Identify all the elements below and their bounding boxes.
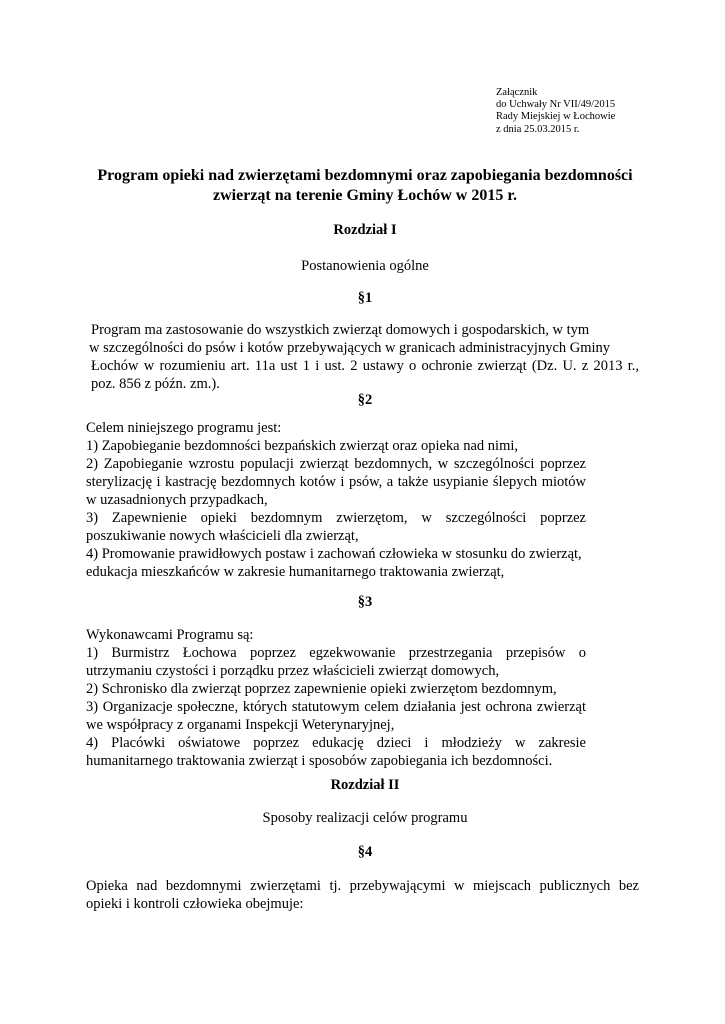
section-4-mark: §4 — [357, 844, 373, 860]
chapter-2-subtitle: Sposoby realizacji celów programu — [262, 810, 468, 826]
text-line: 1) Zapobieganie bezdomności bezpańskich zwierząt oraz opieka nad nimi, — [86, 438, 519, 454]
document-title — [60, 166, 670, 206]
text-line: we współpracy z organami Inspekcji Weterynaryjnej, — [86, 717, 395, 733]
text-line: poszukiwanie nowych właścicieli dla zwierząt, — [86, 528, 359, 544]
section-3-text — [86, 626, 586, 770]
section-2-mark: §2 — [357, 392, 373, 408]
text-line: Łochów w rozumieniu art. 11a ust 1 i ust. 2 ustawy o ochronie zwierząt (Dz. U. z 2013 r., — [91, 358, 639, 374]
text-line: Celem niniejszego programu jest: — [86, 420, 282, 436]
text-line: humanitarnego traktowania zwierząt i sposobów zapobiegania ich bezdomności. — [86, 753, 553, 769]
text-line: 1) Burmistrz Łochowa poprzez egzekwowanie przestrzegania przepisów o — [86, 645, 586, 661]
text-line: 3) Zapewnienie opieki bezdomnym zwierzętom, w szczególności poprzez — [86, 510, 586, 526]
annex-note — [496, 87, 615, 136]
title-line: Program opieki nad zwierzętami bezdomnymi oraz zapobiegania bezdomności — [97, 167, 633, 184]
section-1-text — [91, 321, 639, 393]
chapter-1-heading: Rozdział I — [333, 222, 397, 238]
text-line: w szczególności do psów i kotów przebywających w granicach administracyjnych Gminy — [89, 340, 611, 356]
text-line: 3) Organizacje społeczne, których statutowym celem działania jest ochrona zwierząt — [86, 699, 586, 715]
text-line: utrzymaniu czystości i porządku przez właścicieli zwierząt domowych, — [86, 663, 500, 679]
text-line: edukacja mieszkańców w zakresie humanitarnego traktowania zwierząt, — [86, 564, 505, 580]
text-line: 4) Placówki oświatowe poprzez edukację dzieci i młodzieży w zakresie — [86, 735, 586, 751]
text-line: opieki i kontroli człowieka obejmuje: — [86, 896, 304, 912]
text-line: 2) Schronisko dla zwierząt poprzez zapewnienie opieki zwierzętom bezdomnym, — [86, 681, 557, 697]
annex-line: Rady Miejskiej w Łochowie — [496, 111, 616, 123]
annex-line: z dnia 25.03.2015 r. — [496, 123, 580, 135]
text-line: 4) Promowanie prawidłowych postaw i zachowań człowieka w stosunku do zwierząt, — [86, 546, 582, 562]
annex-line: do Uchwały Nr VII/49/2015 — [496, 99, 616, 111]
text-line: w uzasadnionych przypadkach, — [86, 492, 268, 508]
title-line: zwierząt na terenie Gminy Łochów w 2015 r. — [213, 187, 517, 204]
chapter-1-subtitle: Postanowienia ogólne — [301, 258, 429, 274]
text-line: Program ma zastosowanie do wszystkich zwierząt domowych i gospodarskich, w tym — [91, 322, 590, 338]
text-line: poz. 856 z późn. zm.). — [91, 376, 220, 392]
chapter-2-heading: Rozdział II — [330, 777, 400, 793]
section-2-text — [86, 419, 586, 581]
annex-line: Załącznik — [496, 87, 538, 98]
text-line: sterylizację i kastrację bezdomnych kotów i psów, a także usypianie ślepych miotów — [86, 474, 586, 490]
text-line: 2) Zapobieganie wzrostu populacji zwierząt bezdomnych, w szczególności poprzez — [86, 456, 586, 472]
section-1-mark: §1 — [357, 290, 373, 306]
section-3-mark: §3 — [357, 594, 373, 610]
section-4-text — [86, 877, 639, 913]
text-line: Wykonawcami Programu są: — [86, 627, 254, 643]
text-line: Opieka nad bezdomnymi zwierzętami tj. przebywającymi w miejscach publicznych bez — [86, 878, 639, 894]
